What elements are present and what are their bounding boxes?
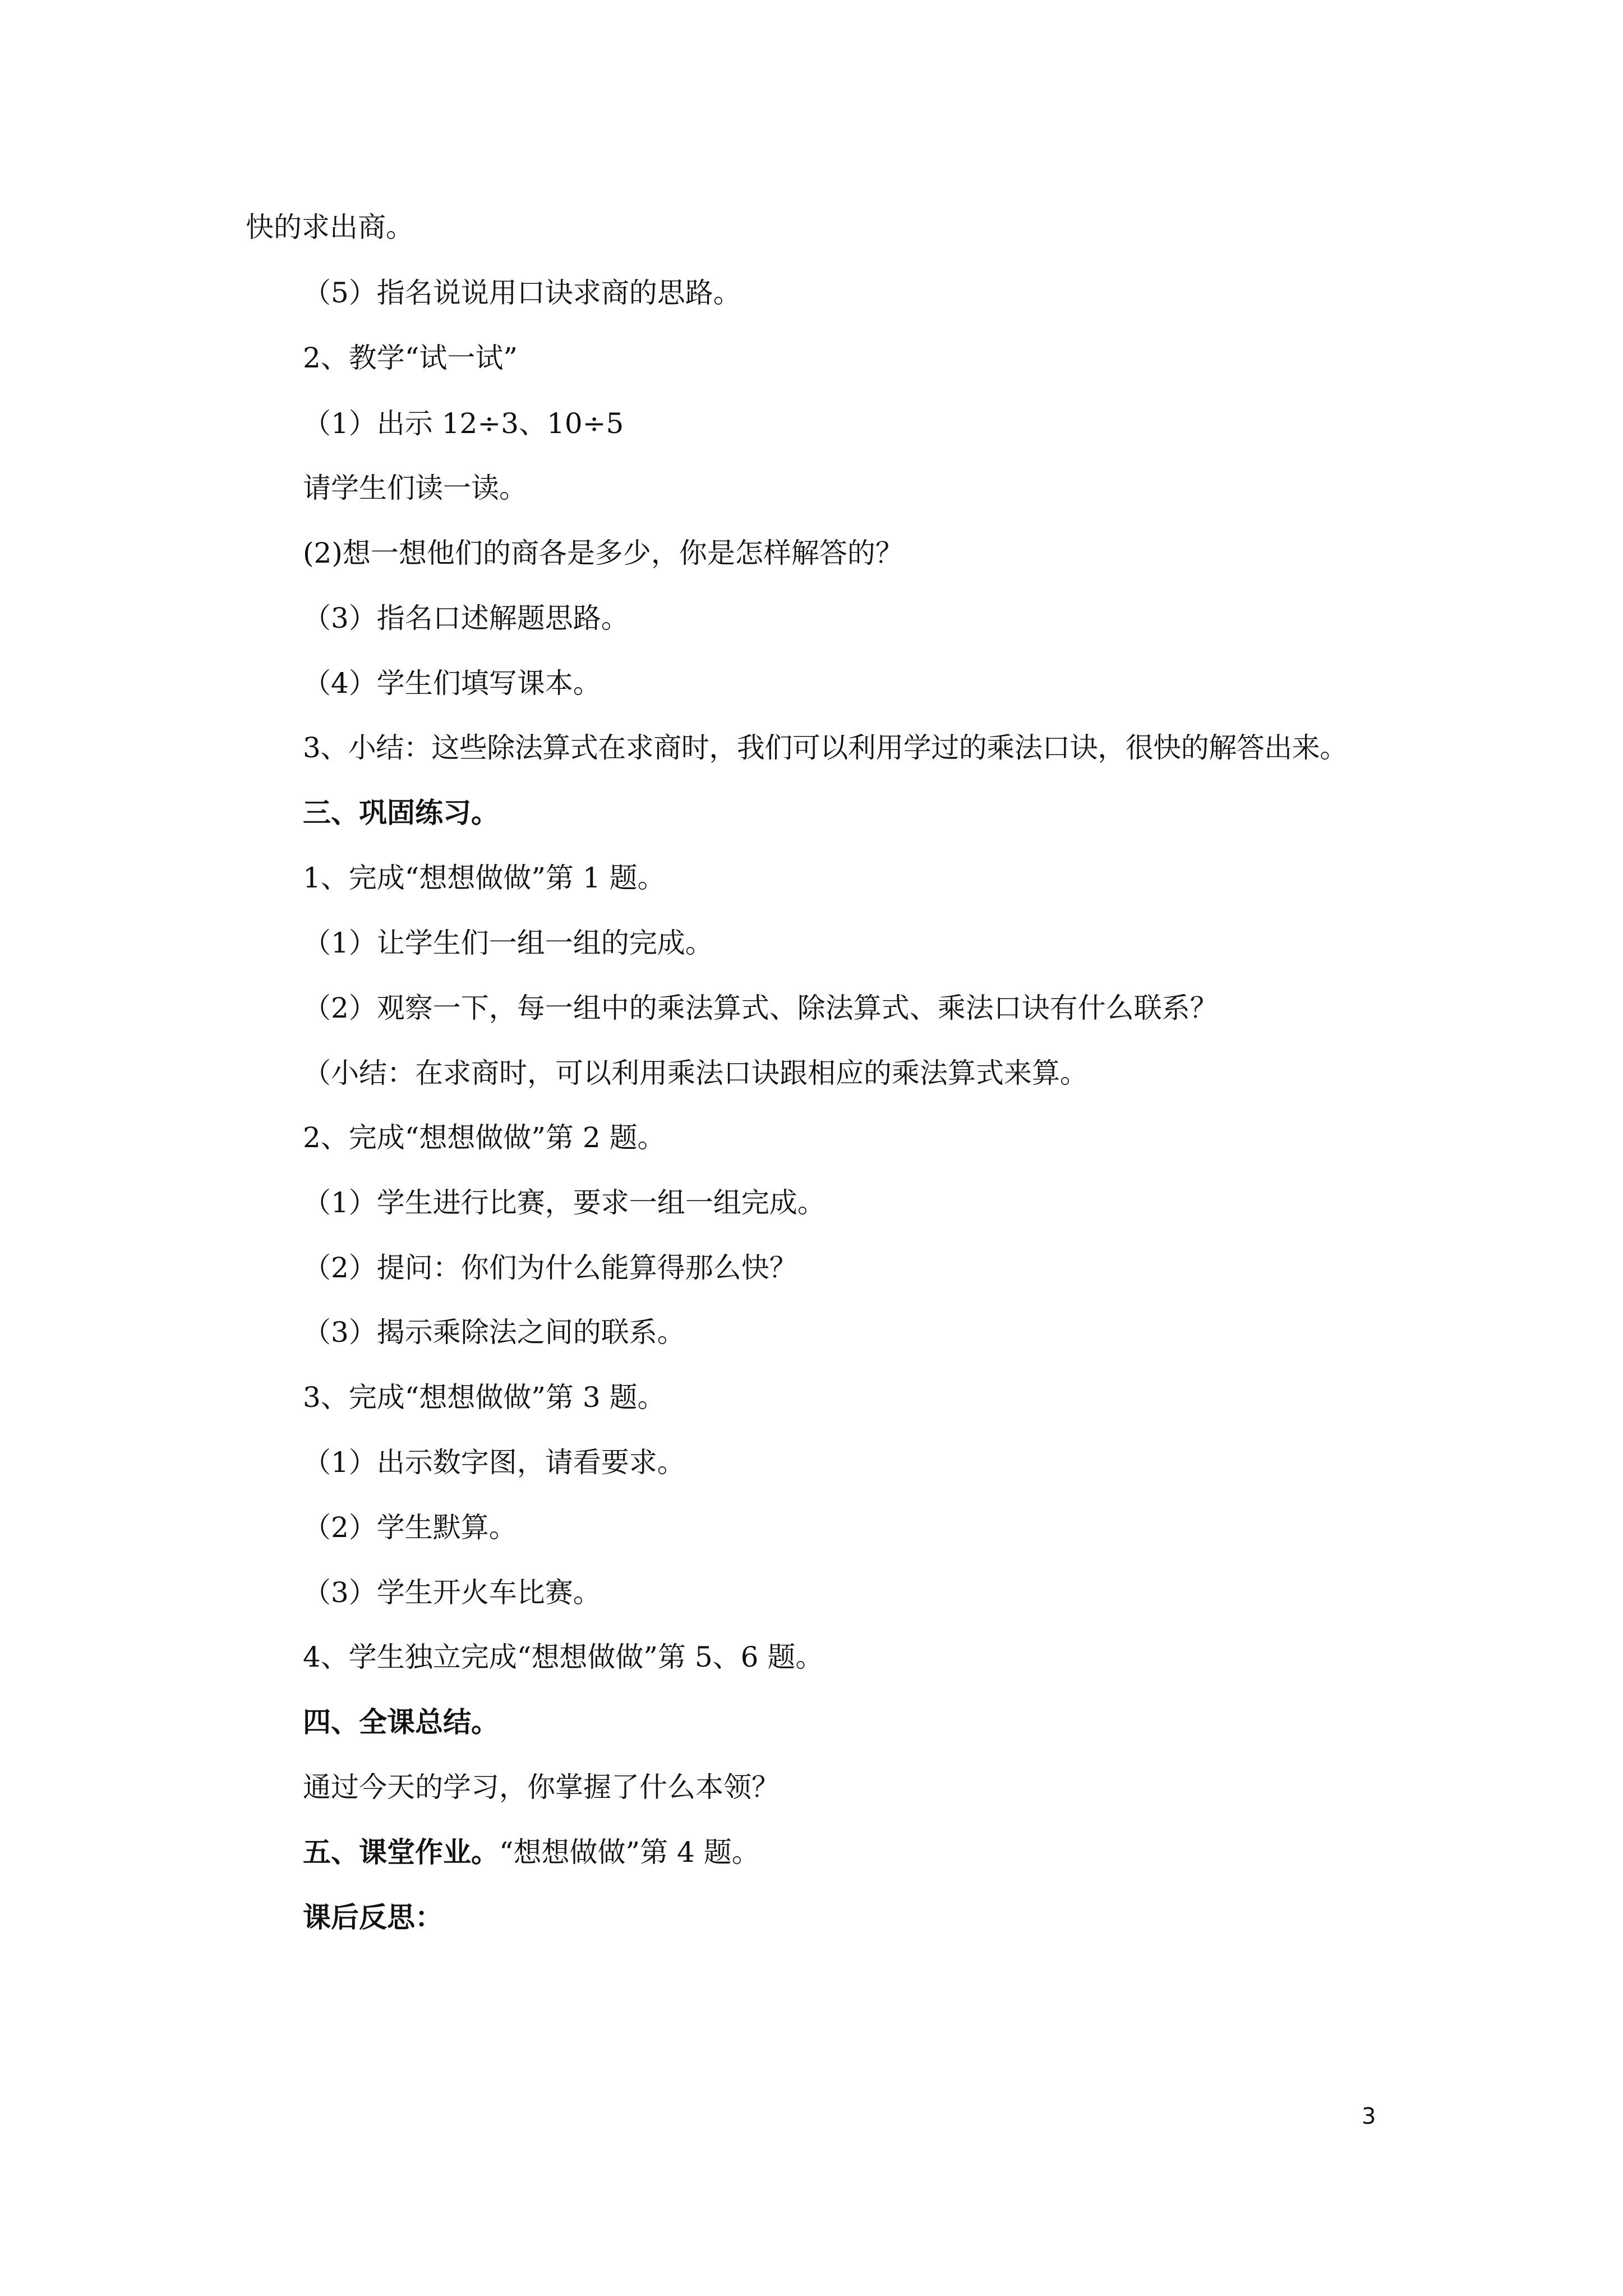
text-line: 2、教学“试一试” — [303, 342, 518, 374]
text-line: （4）学生们填写课本。 — [303, 667, 601, 700]
text-line: 2、完成“想想做做”第 2 题。 — [303, 1121, 666, 1154]
text-line: 4、学生独立完成“想想做做”第 5、6 题。 — [303, 1641, 824, 1673]
text-line: 通过今天的学习，你掌握了什么本领？ — [303, 1771, 780, 1803]
section-heading: 五、课堂作业。 — [303, 1835, 499, 1869]
text-line: （2）学生默算。 — [303, 1511, 517, 1544]
text-line: （1）学生进行比赛，要求一组一组完成。 — [303, 1186, 826, 1219]
text-line: （1）出示 12÷3、10÷5 — [303, 407, 624, 440]
text-line: 3、小结：这些除法算式在求商时，我们可以利用学过的乘法口诀，很快的解答出来。 — [303, 731, 1348, 764]
text-line: （2）提问：你们为什么能算得那么快？ — [303, 1251, 797, 1284]
text-line: （1）让学生们一组一组的完成。 — [303, 927, 713, 959]
text-line: 快的求出商。 — [246, 211, 414, 243]
section-heading: 四、全课总结。 — [303, 1705, 499, 1738]
text-line: （3）指名口述解题思路。 — [303, 602, 629, 634]
text-line: 请学生们读一读。 — [303, 472, 527, 504]
text-line: （2）观察一下，每一组中的乘法算式、除法算式、乘法口诀有什么联系？ — [303, 992, 1218, 1024]
text-line — [303, 1833, 760, 1872]
text-line: （3）学生开火车比赛。 — [303, 1576, 601, 1609]
text-line: （1）出示数字图，请看要求。 — [303, 1446, 685, 1479]
text-line: 1、完成“想想做做”第 1 题。 — [303, 862, 666, 894]
page-number: 3 — [1362, 2104, 1376, 2129]
text-line: （3）揭示乘除法之间的联系。 — [303, 1316, 685, 1349]
section-heading: 课后反思： — [303, 1901, 443, 1934]
text-line: 3、完成“想想做做”第 3 题。 — [303, 1381, 666, 1414]
text-line: (2)想一想他们的商各是多少，你是怎样解答的？ — [303, 537, 903, 569]
section-heading: 三、巩固练习。 — [303, 796, 499, 829]
text-line: （5）指名说说用口诀求商的思路。 — [303, 277, 741, 309]
text-line: （小结：在求商时，可以利用乘法口诀跟相应的乘法算式来算。 — [303, 1057, 1088, 1089]
heading-suffix: “想想做做”第 4 题。 — [499, 1836, 760, 1869]
